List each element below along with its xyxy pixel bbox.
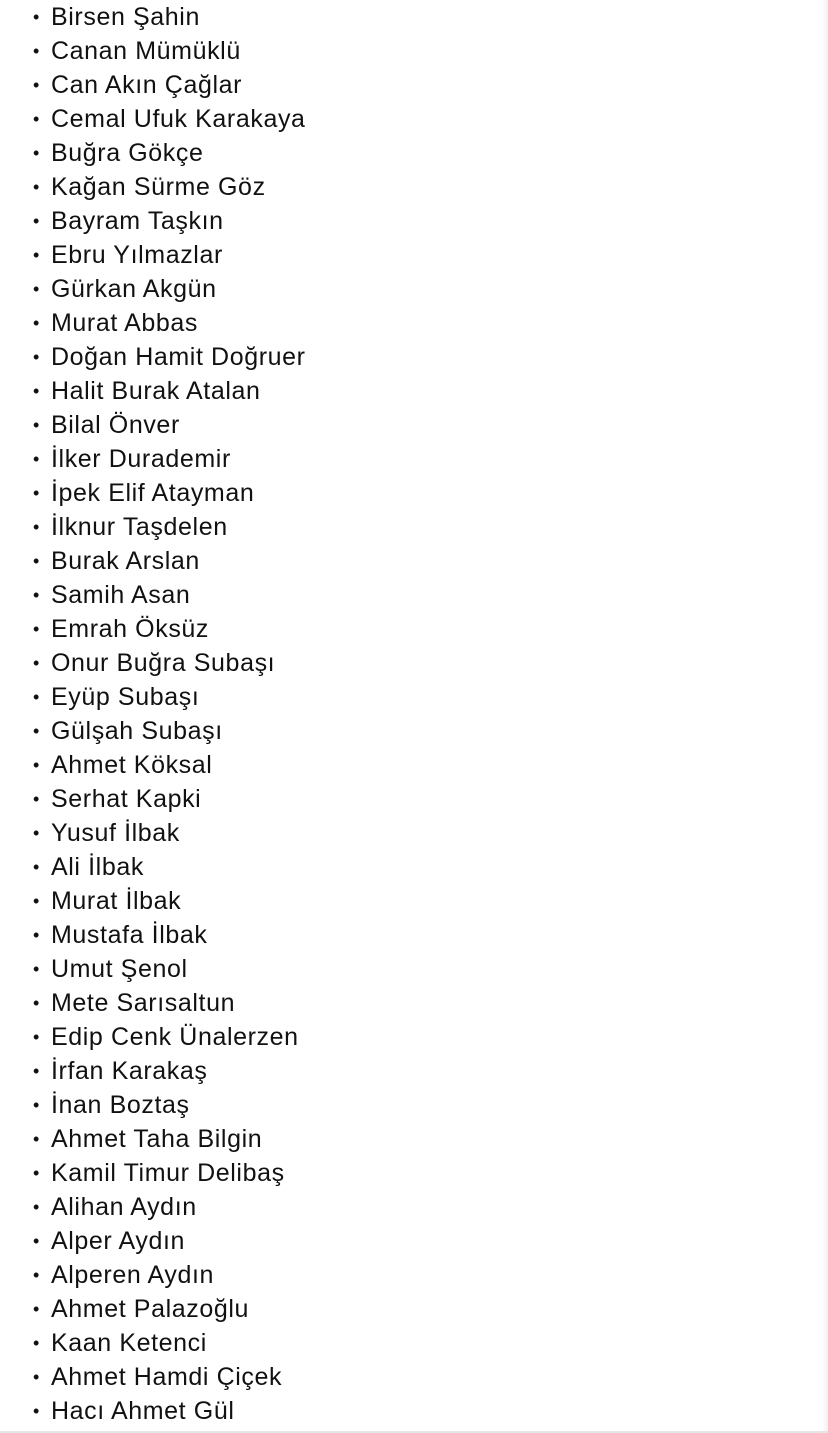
list-item: • Murat İlbak [0,884,820,918]
list-item: • Edip Cenk Ünalerzen [0,1020,820,1054]
list-item: • İpek Elif Atayman [0,476,820,510]
list-item: • Doğan Hamit Doğruer [0,340,820,374]
screen-right-edge [822,0,828,1433]
list-item: • Kaan Ketenci [0,1326,820,1360]
list-item: • Buğra Gökçe [0,136,820,170]
list-item: • İlknur Taşdelen [0,510,820,544]
list-item: • Eyüp Subaşı [0,680,820,714]
list-item: • Bilal Önver [0,408,820,442]
list-item: • Alihan Aydın [0,1190,820,1224]
list-item: • Ahmet Taha Bilgin [0,1122,820,1156]
list-item: • Halit Burak Atalan [0,374,820,408]
list-item: • İnan Boztaş [0,1088,820,1122]
list-item: • Hacı Ahmet Gül [0,1394,820,1428]
list-item: • Murat Abbas [0,306,820,340]
list-item: • Emrah Öksüz [0,612,820,646]
list-item: • Gürkan Akgün [0,272,820,306]
list-item: • Kamil Timur Delibaş [0,1156,820,1190]
list-item: • Alper Aydın [0,1224,820,1258]
list-item: • Mete Sarısaltun [0,986,820,1020]
list-item: • Serhat Kapki [0,782,820,816]
list-item: • Ebru Yılmazlar [0,238,820,272]
list-item: • Ahmet Palazoğlu [0,1292,820,1326]
list-item: • Yusuf İlbak [0,816,820,850]
list-item: • İrfan Karakaş [0,1054,820,1088]
list-item: • Gülşah Subaşı [0,714,820,748]
list-item: • Burak Arslan [0,544,820,578]
list-item: • Alperen Aydın [0,1258,820,1292]
list-item: • Can Akın Çağlar [0,68,820,102]
list-item: • Onur Buğra Subaşı [0,646,820,680]
list-item: • Bayram Taşkın [0,204,820,238]
list-item: • Ahmet Hamdi Çiçek [0,1360,820,1394]
list-item: • Birsen Şahin [0,0,820,34]
list-item: • Ahmet Köksal [0,748,820,782]
list-item: • İlker Durademir [0,442,820,476]
list-item: • Mustafa İlbak [0,918,820,952]
list-item: • Samih Asan [0,578,820,612]
list-item: • Cemal Ufuk Karakaya [0,102,820,136]
list-item: • Ali İlbak [0,850,820,884]
list-item: • Kağan Sürme Göz [0,170,820,204]
list-item: • Canan Mümüklü [0,34,820,68]
list-item: • Umut Şenol [0,952,820,986]
